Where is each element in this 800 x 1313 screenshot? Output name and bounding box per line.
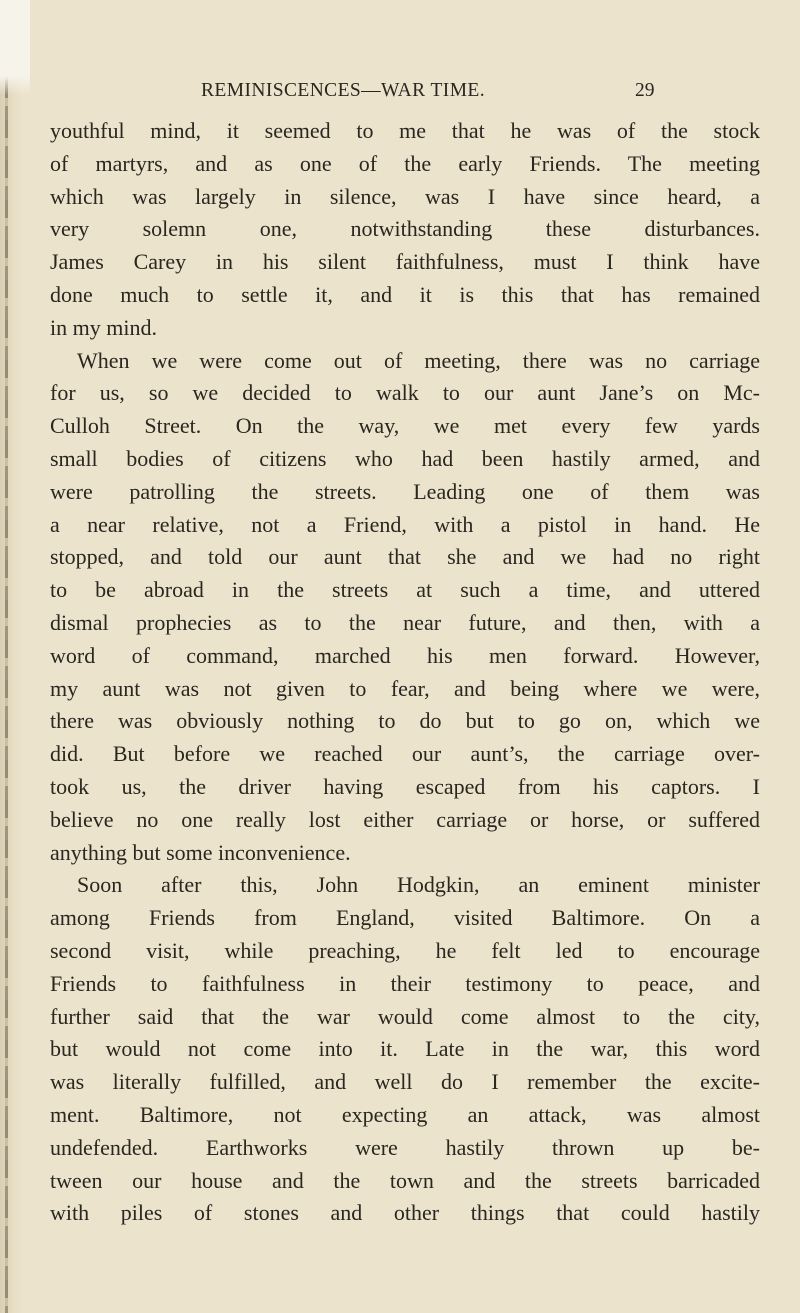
running-head: REMINISCENCES—WAR TIME. — [201, 80, 486, 101]
page-gutter-shadow — [0, 0, 22, 1313]
text-line: was literally fulfilled, and well do I remember the excite- — [50, 1069, 760, 1095]
text-line: were patrolling the streets. Leading one of them was — [50, 478, 760, 504]
text-line: word of command, marched his men forward. However, — [50, 642, 760, 668]
text-line: further said that the war would come almost to the city, — [50, 1003, 760, 1029]
text-line: small bodies of citizens who had been hastily armed, and — [50, 445, 760, 471]
text-line: tween our house and the town and the streets barricaded — [50, 1167, 760, 1193]
text-line: did. But before we reached our aunt’s, the carriage over- — [50, 741, 760, 767]
text-line: of martyrs, and as one of the early Friends. The meeting — [50, 150, 760, 176]
text-line: believe no one really lost either carriage or horse, or suffered — [50, 806, 760, 832]
text-line: for us, so we decided to walk to our aunt Jane’s on Mc- — [50, 380, 760, 406]
text-line: to be abroad in the streets at such a time, and uttered — [50, 577, 760, 603]
text-line: among Friends from England, visited Baltimore. On a — [50, 905, 760, 931]
text-line: but would not come into it. Late in the war, this word — [50, 1036, 760, 1062]
body-text — [50, 115, 760, 1230]
text-line: stopped, and told our aunt that she and we had no right — [50, 544, 760, 570]
text-line: very solemn one, notwithstanding these disturbances. — [50, 216, 760, 242]
text-line: took us, the driver having escaped from his captors. I — [50, 773, 760, 799]
text-line: second visit, while preaching, he felt led to encourage — [50, 937, 760, 963]
paragraph-start: When we were come out of meeting, there was no carriage — [77, 347, 760, 373]
page-number: 29 — [635, 80, 655, 101]
text-line: a near relative, not a Friend, with a pistol in hand. He — [50, 511, 760, 537]
text-line: Culloh Street. On the way, we met every few yards — [50, 413, 760, 439]
text-line: in my mind. — [50, 314, 157, 340]
text-line: which was largely in silence, was I have since heard, a — [50, 183, 760, 209]
text-line: there was obviously nothing to do but to go on, which we — [50, 708, 760, 734]
text-line: undefended. Earthworks were hastily thrown up be- — [50, 1134, 760, 1160]
paragraph-start: Soon after this, John Hodgkin, an eminent minister — [77, 872, 760, 898]
text-line: Friends to faithfulness in their testimony to peace, and — [50, 970, 760, 996]
text-line: my aunt was not given to fear, and being where we were, — [50, 675, 760, 701]
binding-edge — [5, 0, 8, 1313]
page-header — [0, 80, 800, 110]
text-line: ment. Baltimore, not expecting an attack, was almost — [50, 1101, 760, 1127]
text-line: done much to settle it, and it is this that has remained — [50, 281, 760, 307]
text-line: youthful mind, it seemed to me that he was of the stock — [50, 118, 760, 143]
text-line: anything but some inconvenience. — [50, 839, 351, 865]
text-line: with piles of stones and other things that could hastily — [50, 1200, 760, 1226]
text-line: James Carey in his silent faithfulness, must I think have — [50, 249, 760, 275]
text-line: dismal prophecies as to the near future, and then, with a — [50, 609, 760, 635]
